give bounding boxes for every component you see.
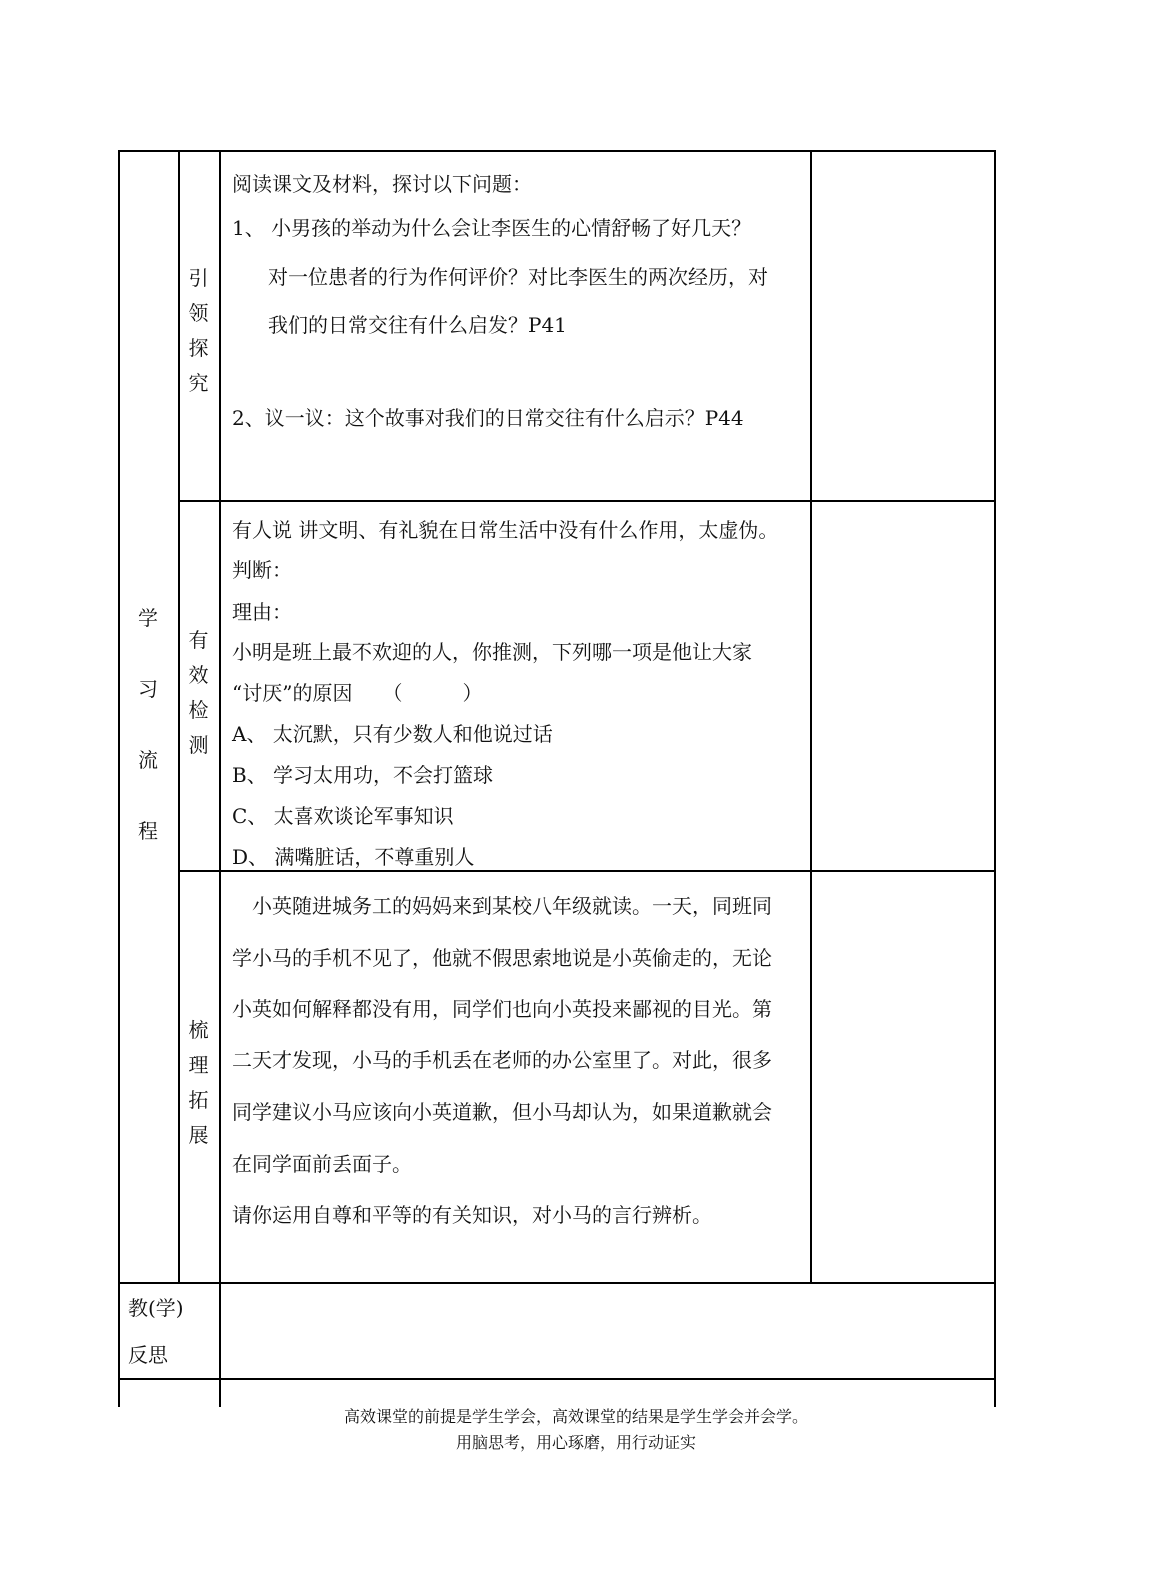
extend-label: 梳 理 拓 展 (188, 1018, 209, 1147)
extend-line: 同学建议小马应该向小英道歉，但小马却认为，如果道歉就会 (232, 1100, 772, 1124)
test-reason: 理由： (232, 600, 292, 624)
row-divider-3 (118, 1282, 995, 1284)
col-divider-2 (219, 150, 221, 1407)
test-label: 有 效 检 测 (188, 628, 209, 757)
extend-task: 请你运用自尊和平等的有关知识，对小马的言行辨析。 (232, 1203, 712, 1227)
test-option-d: D、 满嘴脏话，不尊重别人 (232, 845, 475, 869)
test-statement: 有人说 讲文明、有礼貌在日常生活中没有什么作用，太虚伪。 (232, 518, 779, 542)
test-option-c: C、 太喜欢谈论军事知识 (232, 804, 454, 828)
footer-line-1: 高效课堂的前提是学生学会，高效课堂的结果是学生学会并会学。 (343, 1407, 808, 1426)
footer-line-2: 用脑思考，用心琢磨，用行动证实 (455, 1433, 696, 1452)
test-option-a: A、 太沉默，只有少数人和他说过话 (232, 722, 553, 746)
col-divider-3 (810, 150, 812, 1284)
row-divider-1 (178, 500, 995, 502)
row-divider-2 (178, 870, 995, 872)
extend-line: 小英如何解释都没有用，同学们也向小英投来鄙视的目光。第 (232, 997, 772, 1021)
test-question-line-2: “讨厌”的原因 （ ） (232, 681, 483, 705)
inquiry-question-1-line-3: 我们的日常交往有什么启发？P41 (268, 313, 567, 337)
inquiry-question-2: 2、议一议：这个故事对我们的日常交往有什么启示？P44 (232, 406, 744, 430)
main-section-label: 学 习 流 程 (138, 606, 158, 843)
table-border-top (118, 150, 995, 152)
extend-line: 小英随进城务工的妈妈来到某校八年级就读。一天，同班同 (232, 894, 772, 918)
table-border-bottom (118, 1378, 995, 1380)
extend-line: 学小马的手机不见了，他就不假思索地说是小英偷走的，无论 (232, 946, 772, 970)
test-option-b: B、 学习太用功，不会打篮球 (232, 763, 494, 787)
inquiry-label: 引 领 探 究 (188, 266, 209, 395)
inquiry-intro: 阅读课文及材料，探讨以下问题： (232, 172, 532, 196)
reflection-label: 教(学) 反思 (128, 1296, 184, 1367)
test-question-line-1: 小明是班上最不欢迎的人，你推测，下列哪一项是他让大家 (232, 640, 752, 664)
inquiry-question-1-line-2: 对一位患者的行为作何评价？对比李医生的两次经历，对 (268, 265, 768, 289)
extend-line: 二天才发现，小马的手机丢在老师的办公室里了。对此，很多 (232, 1048, 772, 1072)
test-judge: 判断： (232, 558, 292, 582)
lesson-table (118, 150, 1014, 1407)
inquiry-question-1-line-1: 1、 小男孩的举动为什么会让李医生的心情舒畅了好几天？ (232, 216, 752, 240)
extend-line: 在同学面前丢面子。 (232, 1152, 412, 1176)
table-border-right (994, 150, 996, 1407)
